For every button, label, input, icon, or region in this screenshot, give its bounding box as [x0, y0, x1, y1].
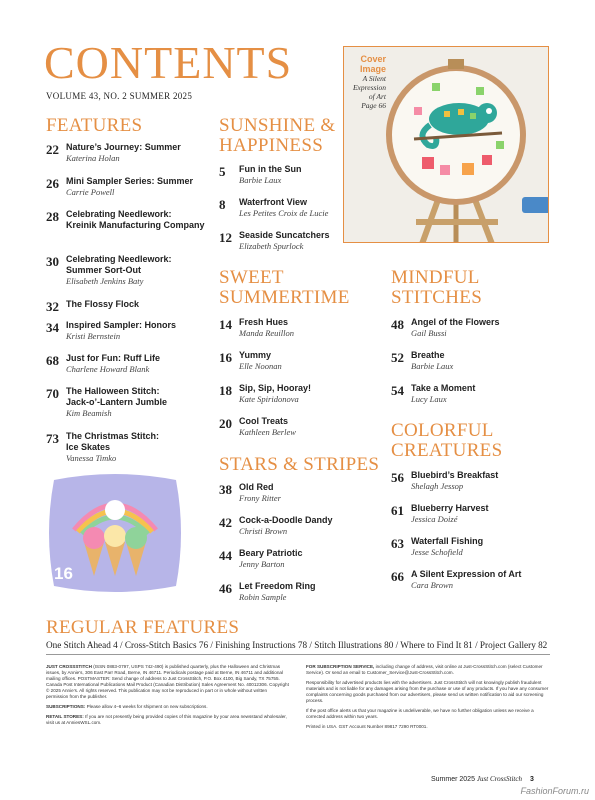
article-author: Carrie Powell [66, 187, 115, 197]
list-item[interactable] [219, 515, 333, 537]
page-number: 8 [219, 197, 226, 212]
article-title: Bluebird’s Breakfast [411, 470, 499, 480]
divider [46, 654, 550, 655]
list-item[interactable] [219, 383, 311, 405]
article-title: Angel of the Flowers [411, 317, 500, 327]
mindful-heading-2: STITCHES [391, 287, 483, 308]
article-author: Elisabeth Jenkins Baty [66, 276, 144, 286]
page-number: 5 [219, 164, 226, 179]
page-number: 26 [46, 176, 59, 191]
page-number: 18 [219, 383, 232, 398]
info-text: (ISSN 0883-0797, USPS 742-490) is published quarterly, plus the Halloween and Christmas issues, by Annie’s, 306 East Parr Road, Berne, IN 46711. Periodicals postage paid at Berne, IN 46711 and additional mailing offices. POSTMASTER: Send change of address to Just CrossStitch, P.O. Box 4100, Big Sandy, TX 75755. Canada Post International Publications Mail Product (Canadian Distribution) Sales Agreement No. 40012306. Copyright © 2025 Annie’s. All rights reserved. This publication may not be reproduced in part or in whole without written permission from the publisher. [46, 664, 289, 699]
article-author: Robin Sample [239, 592, 287, 602]
list-item[interactable] [46, 254, 172, 287]
list-item[interactable] [46, 209, 216, 231]
page-number: 34 [46, 320, 59, 335]
article-title: Celebrating Needlework: [66, 254, 172, 264]
list-item[interactable] [46, 299, 139, 314]
list-item[interactable] [219, 350, 282, 372]
info-label: SUBSCRIPTIONS: [46, 704, 86, 709]
features-heading: FEATURES [46, 115, 143, 136]
page-number: 12 [219, 230, 232, 245]
page-title: CONTENTS [44, 37, 293, 88]
article-title: Fresh Hues [239, 317, 289, 327]
cover-caption-2: Expression [352, 83, 386, 92]
publishing-info [46, 664, 290, 730]
sweet-heading-2: SUMMERTIME [219, 287, 350, 308]
info-text: If you are not presently being provided copies of this magazine by your area newsstand wholesaler, visit us at AnniesWSL.com. [46, 714, 287, 725]
footer-magazine: Just CrossStitch [476, 775, 522, 783]
page-number: 61 [391, 503, 404, 518]
article-author: Cara Brown [411, 580, 453, 590]
pillow-page-number: 16 [54, 564, 73, 583]
page-number: 16 [219, 350, 232, 365]
article-author: Jessica Doizé [411, 514, 458, 524]
article-author: Gail Bussi [411, 328, 447, 338]
article-title: A Silent Expression of Art [411, 569, 522, 579]
sweet-heading [219, 268, 350, 308]
page-number: 44 [219, 548, 232, 563]
list-item[interactable] [46, 320, 176, 342]
page-number: 30 [46, 254, 59, 269]
colorful-heading-1: COLORFUL [391, 420, 494, 441]
article-author: Kristi Bernstein [66, 331, 121, 341]
article-author: Charlene Howard Blank [66, 364, 150, 374]
info-text: Please allow 4–6 weeks for shipment on new subscriptions. [86, 704, 208, 709]
sunshine-heading-1: SUNSHINE & [219, 115, 336, 136]
page-number: 20 [219, 416, 232, 431]
volume-line: VOLUME 43, NO. 2 SUMMER 2025 [46, 91, 193, 101]
info-label: JUST CROSSSTITCH [46, 664, 92, 669]
article-title-2: Jack-o’-Lantern Jumble [66, 397, 168, 407]
page-number: 73 [46, 431, 59, 446]
article-author: Frony Ritter [239, 493, 281, 503]
list-item[interactable] [219, 482, 281, 504]
list-item[interactable] [219, 416, 296, 438]
cover-caption-1: A Silent [362, 74, 386, 83]
article-author: Jenny Barton [239, 559, 285, 569]
article-author: Elle Noonan [239, 361, 282, 371]
list-item[interactable] [219, 581, 316, 603]
cover-heading-1: Cover [360, 54, 386, 64]
article-author: Manda Reuillon [239, 328, 295, 338]
article-author: Kim Beamish [66, 408, 112, 418]
article-author: Jesse Schofield [411, 547, 463, 557]
page-number: 70 [46, 386, 59, 401]
page-number: 48 [391, 317, 404, 332]
article-title-2: Kreinik Manufacturing Company [66, 220, 205, 230]
article-title: The Flossy Flock [66, 299, 140, 309]
subscription-info [306, 664, 550, 734]
mindful-heading [391, 268, 482, 308]
list-item[interactable] [219, 548, 303, 570]
article-title: Celebrating Needlework: [66, 209, 172, 219]
article-author: Lucy Laux [411, 394, 447, 404]
page-number: 66 [391, 569, 404, 584]
page-number: 38 [219, 482, 232, 497]
article-author: Katerina Holan [66, 153, 120, 163]
article-title-2: Summer Sort-Out [66, 265, 142, 275]
info-label: FOR SUBSCRIPTION SERVICE, [306, 664, 375, 669]
article-title: Take a Moment [411, 383, 476, 393]
page-number: 56 [391, 470, 404, 485]
article-title: Inspired Sampler: Honors [66, 320, 177, 330]
page-number: 14 [219, 317, 232, 332]
page-number: 52 [391, 350, 404, 365]
info-label: RETAIL STORES: [46, 714, 84, 719]
pillow-photo [44, 470, 186, 597]
info-text: Responsibility for advertised products lies with the advertisers. Just CrossStitch will not knowingly publish fraudulent materials and is not liable for any damages arising from the purchase or use of any products. If you have any consumer complaints concerning goods purchased from our advertisers, please send us written notification to aid our screening process. [306, 680, 549, 703]
article-title: Cock-a-Doodle Dandy [239, 515, 333, 525]
article-title: Breathe [411, 350, 445, 360]
article-title-2: Ice Skates [66, 442, 111, 452]
page-number: 54 [391, 383, 404, 398]
article-author: Kate Spiridonova [239, 394, 299, 404]
list-item[interactable] [219, 164, 302, 186]
list-item[interactable] [391, 383, 475, 405]
article-title: Yummy [239, 350, 272, 360]
article-author: Kathleen Berlew [239, 427, 296, 437]
footer-season: Summer 2025 [431, 776, 475, 783]
colorful-heading [391, 421, 502, 461]
cover-caption [345, 54, 386, 110]
mindful-heading-1: MINDFUL [391, 267, 480, 288]
watermark: FashionForum.ru [520, 786, 589, 796]
list-item[interactable] [219, 197, 328, 219]
article-title: Beary Patriotic [239, 548, 303, 558]
list-item[interactable] [219, 230, 330, 252]
article-title: Waterfront View [239, 197, 308, 207]
article-title: Fun in the Sun [239, 164, 302, 174]
footer-page-number: 3 [529, 776, 534, 783]
cover-caption-3: of Art [368, 92, 386, 101]
list-item[interactable] [391, 317, 500, 339]
article-title: Mini Sampler Series: Summer [66, 176, 194, 186]
page-number: 63 [391, 536, 404, 551]
list-item[interactable] [46, 142, 181, 164]
article-title: Waterfall Fishing [411, 536, 484, 546]
article-title: Sip, Sip, Hooray! [239, 383, 312, 393]
list-item[interactable] [46, 431, 159, 464]
info-text: including change of address, visit online at Just-CrossStitch.com (select Customer Service). Or send an email to Customer_Service@Just-CrossStitch.com. [306, 664, 543, 675]
article-author: Vanessa Timko [66, 453, 117, 463]
page-number: 22 [46, 142, 59, 157]
list-item[interactable] [391, 503, 489, 525]
regular-features-heading: REGULAR FEATURES [46, 617, 240, 638]
page-footer [431, 775, 534, 783]
article-title: Cool Treats [239, 416, 289, 426]
list-item[interactable] [46, 353, 160, 375]
article-title: Old Red [239, 482, 274, 492]
info-text: If the post office alerts us that your magazine is undeliverable, we have no further obligation unless we receive a corrected address within two years. [306, 708, 534, 719]
page-number: 46 [219, 581, 232, 596]
info-text: Printed in USA. GST Account Number 89817 7290 RT0001. [306, 724, 428, 729]
article-title: Seaside Suncatchers [239, 230, 330, 240]
list-item[interactable] [391, 470, 498, 492]
list-item[interactable] [46, 176, 193, 198]
sweet-heading-1: SWEET [219, 267, 284, 288]
list-item[interactable] [219, 317, 294, 339]
regular-features-list: One Stitch Ahead 4 / Cross-Stitch Basics 76 / Finishing Instructions 78 / Stitch Illustrations 80 / Where to Find It 81 / Project Gallery 82 [46, 640, 548, 650]
list-item[interactable] [391, 536, 483, 558]
article-title: Just for Fun: Ruff Life [66, 353, 160, 363]
list-item[interactable] [391, 569, 521, 591]
article-author: Christi Brown [239, 526, 288, 536]
page-number: 68 [46, 353, 59, 368]
page-number: 32 [46, 299, 59, 314]
article-title: The Christmas Stitch: [66, 431, 160, 441]
page-number: 28 [46, 209, 59, 224]
list-item[interactable] [391, 350, 453, 372]
article-title: Blueberry Harvest [411, 503, 489, 513]
article-author: Les Petites Croix de Lucie [239, 208, 329, 218]
cover-caption-4: Page 66 [361, 101, 386, 110]
article-author: Barbie Laux [239, 175, 282, 185]
article-author: Shelagh Jessop [411, 481, 464, 491]
sunshine-heading [219, 116, 335, 156]
cover-heading-2: Image [359, 64, 386, 74]
stars-heading: STARS & STRIPES [219, 454, 380, 475]
article-author: Barbie Laux [411, 361, 454, 371]
list-item[interactable] [46, 386, 167, 419]
article-title: The Halloween Stitch: [66, 386, 160, 396]
article-title: Let Freedom Ring [239, 581, 316, 591]
colorful-heading-2: CREATURES [391, 440, 503, 461]
article-author: Elizabeth Spurlock [239, 241, 304, 251]
page-number: 42 [219, 515, 232, 530]
article-title: Nature’s Journey: Summer [66, 142, 181, 152]
sunshine-heading-2: HAPPINESS [219, 135, 324, 156]
